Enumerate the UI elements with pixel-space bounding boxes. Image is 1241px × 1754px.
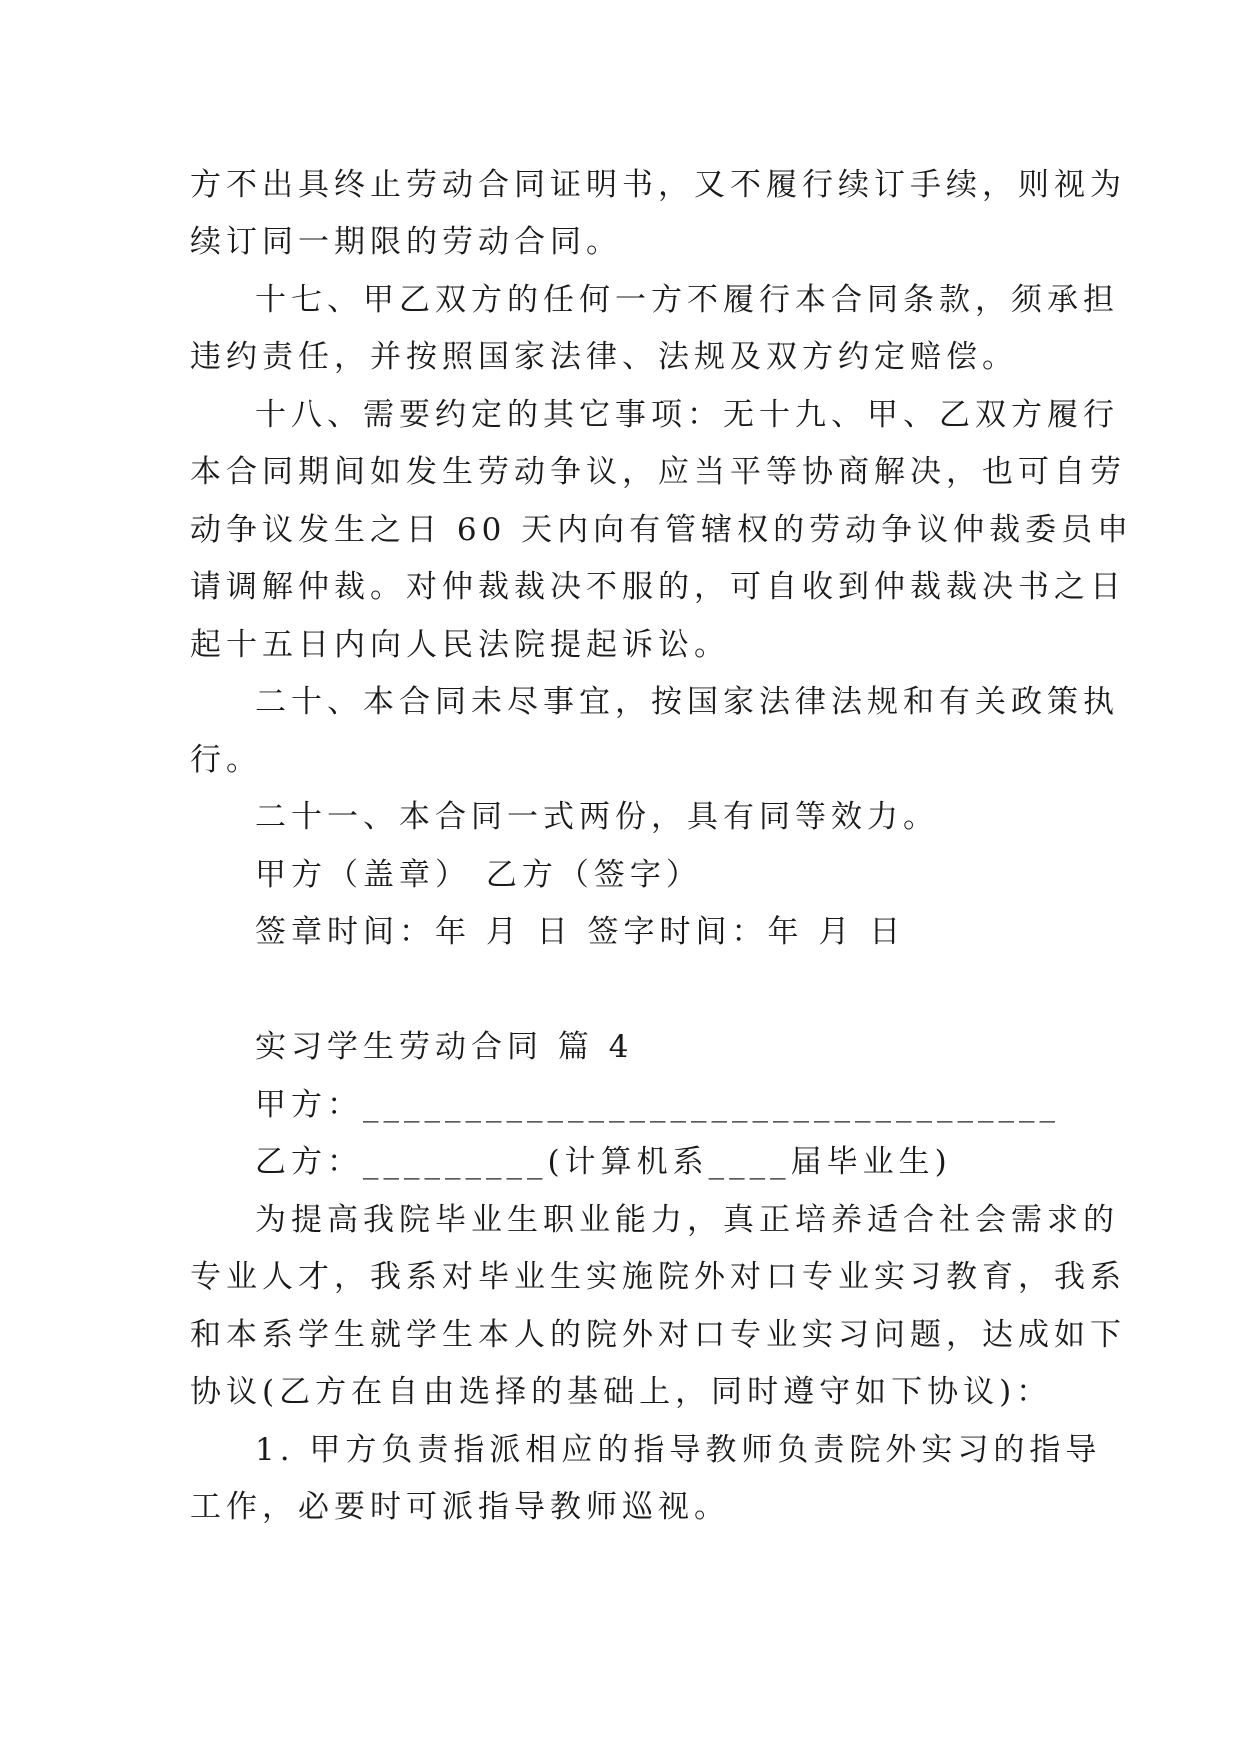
text-line: 1. 甲方负责指派相应的指导教师负责院外实习的指导: [255, 1432, 1102, 1468]
text-line: 专业人才，我系对毕业生实施院外对口专业实习教育，我系: [190, 1259, 1126, 1295]
text-line: 二十、本合同未尽事宜，按国家法律法规和有关政策执: [255, 684, 1119, 720]
signature-parties: 甲方（盖章） 乙方（签字）: [255, 857, 702, 893]
text-line: 续订同一期限的劳动合同。: [190, 224, 622, 260]
text-line: 方不出具终止劳动合同证明书，又不履行续订手续，则视为: [190, 167, 1126, 203]
text-line: 本合同期间如发生劳动争议，应当平等协商解决，也可自劳: [190, 454, 1126, 490]
text-line: 和本系学生就学生本人的院外对口专业实习问题，达成如下: [190, 1317, 1126, 1353]
text-line: 十七、甲乙双方的任何一方不履行本合同条款，须承担: [255, 282, 1119, 318]
text-line: 起十五日内向人民法院提起诉讼。: [190, 627, 730, 663]
text-line: 违约责任，并按照国家法律、法规及双方约定赔偿。: [190, 339, 1018, 375]
text-line: 动争议发生之日 60 天内向有管辖权的劳动争议仲裁委员申: [190, 512, 1134, 548]
signature-dates: 签章时间：年 月 日 签字时间：年 月 日: [255, 914, 906, 950]
text-line: 请调解仲裁。对仲裁裁决不服的，可自收到仲裁裁决书之日: [190, 569, 1126, 605]
text-line: 协议(乙方在自由选择的基础上，同时遵守如下协议)：: [190, 1374, 1053, 1410]
text-line: 为提高我院毕业生职业能力，真正培养适合社会需求的: [255, 1202, 1119, 1238]
text-line: 工作，必要时可派指导教师巡视。: [190, 1489, 730, 1525]
party-a-field: 甲方：__________________________________: [255, 1087, 1060, 1123]
text-line: 十八、需要约定的其它事项：无十九、甲、乙双方履行: [255, 397, 1119, 433]
section-heading: 实习学生劳动合同 篇 4: [255, 1029, 634, 1065]
party-b-field: 乙方：_________(计算机系____届毕业生): [255, 1144, 952, 1180]
text-line: 行。: [190, 742, 262, 778]
text-line: 二十一、本合同一式两份，具有同等效力。: [255, 799, 939, 835]
